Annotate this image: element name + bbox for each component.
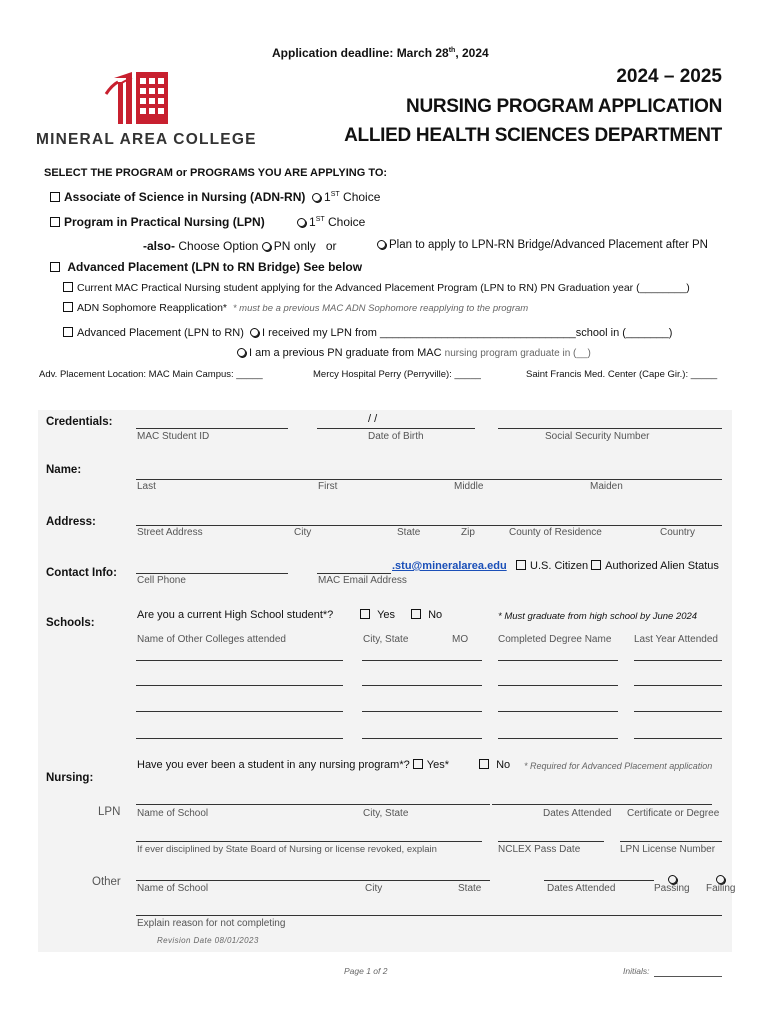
other-dates-label: Dates Attended: [547, 883, 616, 894]
lpn-school-label: Name of School: [137, 808, 209, 819]
schools-city-state-label: City, State: [363, 634, 409, 645]
previous-pn-radio[interactable]: [237, 348, 246, 357]
adv-option-sophomore[interactable]: ADN Sophomore Reapplication* * must be a previous MAC ADN Sophomore reapplying to the program: [63, 302, 528, 314]
nursing-no[interactable]: No: [479, 759, 510, 771]
adn-option[interactable]: Associate of Science in Nursing (ADN-RN) 1ST Choice: [50, 190, 380, 204]
college-degree-row-1[interactable]: [498, 660, 618, 661]
other-city-label: City: [365, 883, 383, 894]
initials-label: Initials:: [623, 966, 650, 976]
lpn-school-field[interactable]: [136, 804, 490, 805]
college-year-row-3[interactable]: [634, 711, 722, 712]
county-label: County of Residence: [509, 527, 602, 538]
college-city-row-4[interactable]: [362, 738, 482, 739]
middle-name-label: Middle: [454, 481, 484, 492]
received-lpn-radio[interactable]: [250, 328, 259, 337]
page-title: NURSING PROGRAM APPLICATION: [406, 96, 722, 117]
nursing-note: * Required for Advanced Placement application: [524, 761, 713, 771]
adn-first-choice-radio[interactable]: [312, 193, 321, 202]
lpn-license-label: LPN License Number: [620, 844, 716, 855]
us-citizen-checkbox[interactable]: [516, 560, 526, 570]
department-title: ALLIED HEALTH SCIENCES DEPARTMENT: [344, 125, 722, 146]
college-name-row-4[interactable]: [136, 738, 343, 739]
city-label: City: [294, 527, 312, 538]
high-school-no-checkbox[interactable]: [411, 609, 421, 619]
alien-status-checkbox[interactable]: [591, 560, 601, 570]
state-label: State: [397, 527, 421, 538]
citizenship-options[interactable]: U.S. Citizen Authorized Alien Status: [516, 560, 719, 572]
nursing-question: Have you ever been a student in any nursing program*? Yes*: [137, 759, 450, 771]
pn-only-radio[interactable]: [262, 242, 271, 251]
pn-choose-option: -also- Choose Option PN only or: [143, 239, 337, 253]
high-school-question: Are you a current High School student*?: [137, 609, 334, 621]
dob-field[interactable]: [317, 428, 475, 429]
college-city-row-2[interactable]: [362, 685, 482, 686]
college-year-row-4[interactable]: [634, 738, 722, 739]
college-logo: [36, 64, 256, 154]
pn-checkbox[interactable]: [50, 217, 60, 227]
country-label: Country: [660, 527, 696, 538]
college-name-row-2[interactable]: [136, 685, 343, 686]
lpn-city-state-label: City, State: [363, 808, 409, 819]
name-label: Name:: [46, 464, 82, 476]
discipline-field[interactable]: [136, 841, 482, 842]
college-city-row-1[interactable]: [362, 660, 482, 661]
college-name-row-3[interactable]: [136, 711, 343, 712]
last-name-label: Last: [137, 481, 156, 492]
page-number: Page 1 of 2: [344, 966, 388, 976]
address-field[interactable]: [136, 525, 722, 526]
cell-phone-label: Cell Phone: [137, 575, 186, 586]
college-year-row-1[interactable]: [634, 660, 722, 661]
passing-label: Passing: [654, 883, 690, 894]
first-name-label: First: [318, 481, 338, 492]
zip-label: Zip: [461, 527, 475, 538]
college-degree-row-2[interactable]: [498, 685, 618, 686]
location-saint-francis[interactable]: Saint Francis Med. Center (Cape Gir.): _____: [526, 369, 718, 380]
other-state-label: State: [458, 883, 482, 894]
advanced-placement-checkbox[interactable]: [50, 262, 60, 272]
high-school-yes-checkbox[interactable]: [360, 609, 370, 619]
other-school-label: Name of School: [137, 883, 209, 894]
mac-email-field[interactable]: [317, 573, 391, 574]
nursing-yes-checkbox[interactable]: [413, 759, 423, 769]
high-school-yes[interactable]: Yes: [360, 609, 395, 621]
initials-field[interactable]: [654, 976, 722, 977]
revision-date: Revision Date 08/01/2023: [157, 936, 259, 945]
college-city-row-3[interactable]: [362, 711, 482, 712]
nclex-label: NCLEX Pass Date: [498, 844, 581, 855]
mac-email-label: MAC Email Address: [318, 575, 407, 586]
credentials-label: Credentials:: [46, 416, 113, 428]
other-label: Other: [92, 876, 121, 888]
location-mercy[interactable]: Mercy Hospital Perry (Perryville): _____: [313, 369, 481, 380]
last-year-label: Last Year Attended: [634, 634, 718, 645]
program-year: 2024 – 2025: [616, 66, 722, 87]
adv-sophomore-checkbox[interactable]: [63, 302, 73, 312]
address-label: Address:: [46, 516, 96, 528]
lpn-label: LPN: [98, 806, 121, 818]
bridge-plan-option[interactable]: Plan to apply to LPN-RN Bridge/Advanced Placement after PN: [377, 239, 708, 251]
lpn-dates-label: Dates Attended: [543, 808, 612, 819]
adv-option-lpn-to-rn[interactable]: Advanced Placement (LPN to RN) I received my LPN from ________________________________school in (_______): [63, 327, 672, 339]
other-colleges-label: Name of Other Colleges attended: [137, 634, 286, 645]
student-id-label: MAC Student ID: [137, 431, 210, 442]
college-year-row-2[interactable]: [634, 685, 722, 686]
student-id-field[interactable]: [136, 428, 288, 429]
adv-current-pn-checkbox[interactable]: [63, 282, 73, 292]
schools-mo-label: MO: [452, 634, 469, 645]
adn-checkbox[interactable]: [50, 192, 60, 202]
high-school-note: * Must graduate from high school by June 2024: [498, 611, 698, 622]
advanced-placement-option[interactable]: Advanced Placement (LPN to RN Bridge) See below: [50, 260, 362, 274]
program-heading: SELECT THE PROGRAM or PROGRAMS YOU ARE APPLYING TO:: [44, 167, 388, 179]
explain-field[interactable]: [136, 915, 722, 916]
bridge-plan-radio[interactable]: [377, 240, 386, 249]
lpn-license-field[interactable]: [620, 841, 722, 842]
college-degree-row-4[interactable]: [498, 738, 618, 739]
adv-lpn-to-rn-checkbox[interactable]: [63, 327, 73, 337]
email-domain: .stu@mineralarea.edu: [392, 560, 507, 572]
pn-first-choice-radio[interactable]: [297, 218, 306, 227]
nclex-field[interactable]: [498, 841, 604, 842]
college-name: MINERAL AREA COLLEGE: [36, 131, 257, 148]
street-label: Street Address: [137, 527, 203, 538]
location-main-campus[interactable]: Adv. Placement Location: MAC Main Campus: _____: [39, 369, 263, 380]
other-school-field[interactable]: [136, 880, 490, 881]
explain-label: Explain reason for not completing: [137, 918, 286, 929]
dob-slashes: / /: [368, 413, 378, 425]
adv-option-previous-pn[interactable]: I am a previous PN graduate from MAC nursing program graduate in (__): [237, 347, 591, 359]
lpn-dates-field[interactable]: [492, 804, 712, 805]
college-degree-row-3[interactable]: [498, 711, 618, 712]
ssn-label: Social Security Number: [545, 431, 650, 442]
failing-label: Failing: [706, 883, 736, 894]
contact-label: Contact Info:: [46, 567, 117, 579]
pn-option[interactable]: Program in Practical Nursing (LPN): [50, 215, 265, 229]
discipline-label: If ever disciplined by State Board of Nursing or license revoked, explain: [137, 844, 437, 855]
adv-option-current-pn[interactable]: Current MAC Practical Nursing student applying for the Advanced Placement Program (LPN to RN) PN Graduation year (________): [63, 282, 690, 294]
dob-label: Date of Birth: [368, 431, 424, 442]
nursing-no-checkbox[interactable]: [479, 759, 489, 769]
maiden-name-label: Maiden: [590, 481, 623, 492]
lpn-cert-label: Certificate or Degree: [627, 808, 720, 819]
other-dates-field[interactable]: [544, 880, 654, 881]
completed-degree-label: Completed Degree Name: [498, 634, 612, 645]
high-school-no[interactable]: No: [411, 609, 442, 621]
cell-phone-field[interactable]: [136, 573, 288, 574]
nursing-label: Nursing:: [46, 772, 94, 784]
college-name-row-1[interactable]: [136, 660, 343, 661]
schools-label: Schools:: [46, 617, 95, 629]
pn-first-choice[interactable]: 1ST Choice: [297, 215, 365, 229]
ssn-field[interactable]: [498, 428, 722, 429]
name-field[interactable]: [136, 479, 722, 480]
application-deadline: Application deadline: March 28th, 2024: [272, 46, 489, 60]
